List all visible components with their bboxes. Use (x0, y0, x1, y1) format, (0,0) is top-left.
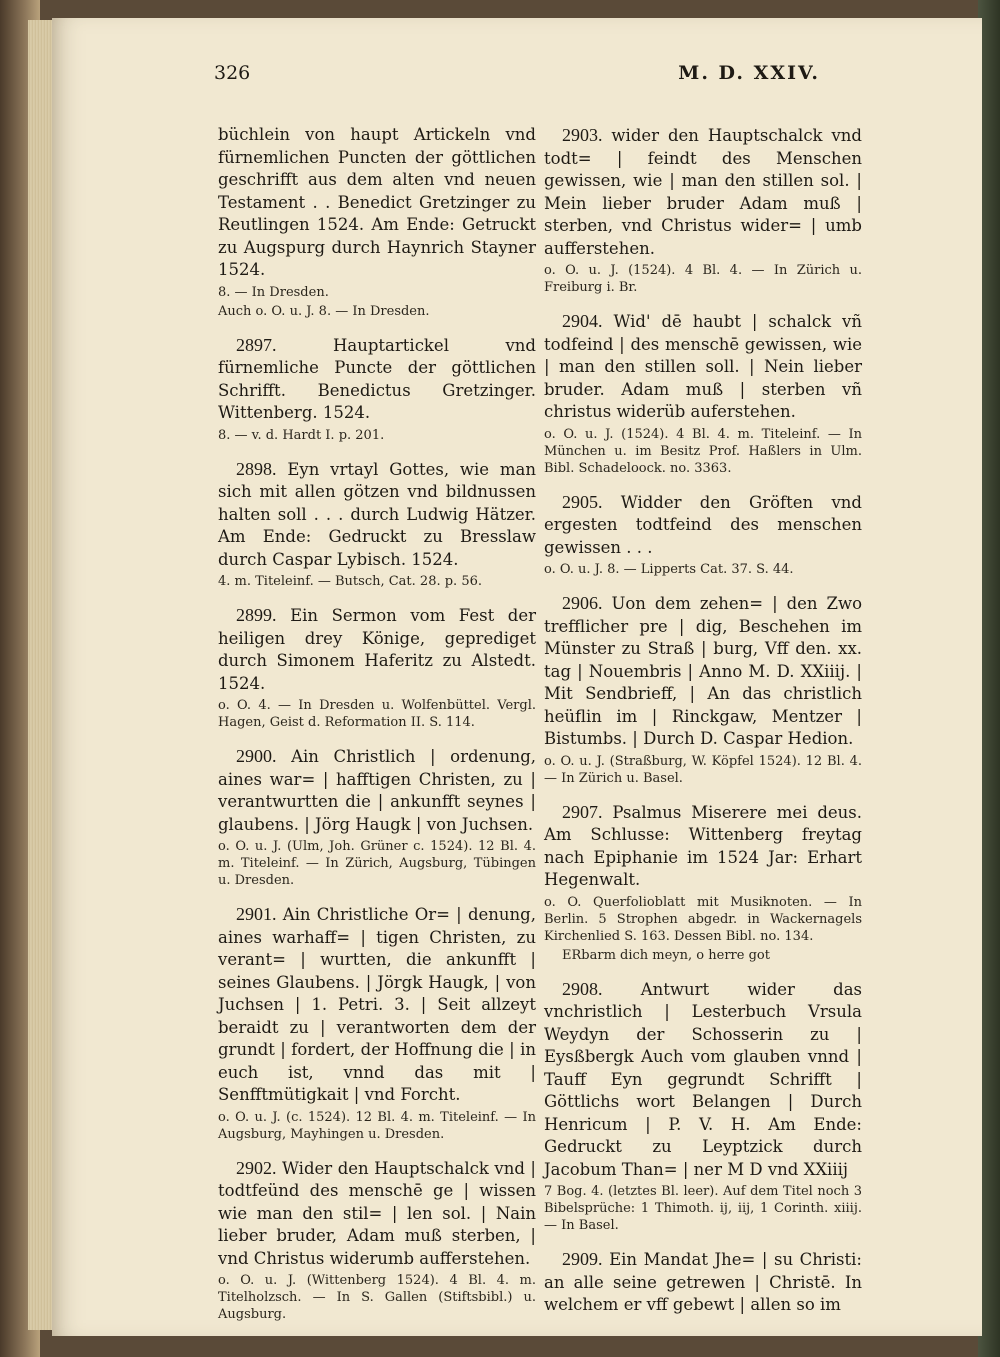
entry-number: 2899. (236, 605, 277, 625)
entry-body (544, 491, 862, 560)
entry-note: o. O. u. J. (Wittenberg 1524). 4 Bl. 4. m. Titelholzsch. — In S. Gallen (Stiftsbibl.) u. Augsburg. (218, 1273, 536, 1322)
entry-text: Eyn vrtayl Gottes, wie man sich mit allen götzen vnd bildnussen halten soll . . . durch Ludwig Hätzer. Am Ende: Gedruckt zu Bresslaw durch Caspar Lybisch. 1524. (218, 459, 536, 569)
entry-text: wider den Hauptschalck vnd todt= | feindt des Menschen gewissen, wie | man den stillen sol. | Mein lieber bruder Adam muß | sterben, vnd Christus wider= | umb aufferstehen. (544, 126, 862, 258)
entry-text: Psalmus Miserere mei deus. Am Schlusse: Wittenberg freytag nach Epiphanie im 1524 Jar: Erhart Hegenwalt. (544, 802, 863, 889)
entry-2905 (544, 491, 862, 579)
entry-body: büchlein von haupt Artickeln vnd fürnemlichen Puncten der göttlichen geschrifft aus dem alten vnd neuen Testament . . Benedict Gretzinger zu Reutlingen 1524. Am Ende: Getruckt zu Augspurg durch Haynrich Stayner 1524. (218, 125, 536, 279)
entry-note: o. O. u. J. (1524). 4 Bl. 4. — In Zürich u. Freiburg i. Br. (544, 263, 862, 295)
entry-note: o. O. u. J. (Ulm, Joh. Grüner c. 1524). 12 Bl. 4. m. Titeleinf. — In Zürich, Augsburg, Tübingen u. Dresden. (218, 839, 536, 888)
entry-text: Wider den Hauptschalck vnd | todtfeünd des menschē ge | wissen wie man den stil= | len sol. | Nain lieber bruder, Adam muß sterben, | vnd Christus widerumb aufferstehen. (218, 1158, 536, 1268)
entry-number: 2901. (236, 904, 277, 924)
entry-note: o. O. u. J. (c. 1524). 12 Bl. 4. m. Titeleinf. — In Augsburg, Mayhingen u. Dresden. (218, 1109, 536, 1142)
entry-body (218, 604, 536, 695)
entry-note: 7 Bog. 4. (letztes Bl. leer). Auf dem Titel noch 3 Bibelsprüche: 1 Thimoth. ij, iij, 1 Corinth. xiiij. — In Basel. (544, 1184, 862, 1233)
entry-body (218, 458, 536, 572)
entry-body (544, 310, 862, 424)
entry-2903 (544, 124, 862, 296)
entry-number: 2897. (236, 334, 277, 355)
entry-text: Ein Mandat Jhe= | su Christi: an alle seine getrewen | Christē. In welchem er vff gebewt | allen so im (544, 1250, 862, 1314)
entry-note: 4. m. Titeleinf. — Butsch, Cat. 28. p. 56. (218, 574, 482, 589)
entry-2907 (544, 801, 862, 964)
entry-text: Ain Christlich | ordenung, aines war= | hafftigen Christen, zu | verantwurtten die | ankunfft seynes | glaubens. | Jörg Haugk | von Juchsen. (218, 747, 536, 834)
entry-body (544, 801, 862, 892)
entry-body (218, 745, 536, 836)
entry-text: Hauptartickel vnd fürnemliche Puncte der göttlichen Schrifft. Benedictus Gretzinger. Wittenberg. 1524. (218, 335, 536, 422)
entry-number: 2908. (562, 978, 603, 999)
left-column (218, 124, 536, 1337)
entry-body (544, 1248, 862, 1317)
entry-number: 2904. (562, 311, 603, 331)
entry-text: Ein Sermon vom Fest der heiligen drey Könige, geprediget durch Simonem Haferitz zu Alstedt. 1524. (218, 606, 536, 693)
entry-body (218, 903, 536, 1107)
entry-note: o. O. Querfolioblatt mit Musiknoten. — In Berlin. 5 Strophen abgedr. in Wackernagels Kirchenlied S. 163. Dessen Bibl. no. 134. (544, 894, 862, 944)
entry-2902 (218, 1157, 536, 1324)
entry-2901 (218, 903, 536, 1143)
entry-number: 2898. (236, 458, 277, 479)
entry-note: 8. — In Dresden. (218, 284, 329, 300)
entry-note: 8. — v. d. Hardt I. p. 201. (218, 427, 385, 443)
entry-number: 2905. (562, 491, 603, 512)
entry-number: 2906. (562, 593, 603, 613)
entry-body (544, 124, 862, 260)
entry-number: 2907. (562, 801, 603, 822)
entry-body (544, 978, 862, 1182)
entry-number: 2902. (236, 1157, 277, 1178)
entry-body (544, 592, 862, 751)
entry-note: o. O. u. J. (Straßburg, W. Köpfel 1524). 12 Bl. 4. — In Zürich u. Basel. (544, 753, 862, 786)
entry-text: Wid' dē haubt | schalck vñ todfeind | des menschē gewissen, wie | man den stillen soll. | Nein lieber bruder. Adam muß | sterben vñ christus widerüb auferstehen. (544, 312, 863, 421)
entry-text: Ain Christliche Or= | denung, aines warhaff= | tigen Christen, zu verant= | wurtten, die ankunfft | seines Glaubens. | Jörgk Haugk, | von Juchsen | 1. Petri. 3. | Seit allzeyt beraidt zu | verantworten dem der grundt | fordert, der Hoffnung die | in euch ist, vnnd das mit | Senfftmütigkait | vnd Forcht. (218, 905, 536, 1104)
running-head (214, 62, 820, 92)
entry-2909 (544, 1248, 862, 1317)
entry-note: Auch o. O. u. J. 8. — In Dresden. (218, 303, 430, 319)
entry-2904 (544, 310, 862, 477)
entry-text: Uon dem zehen= | den Zwo trefflicher pre | dig, Beschehen im Münster zu Straß | burg, Vff den. xx. tag | Nouembris | Anno M. D. XXiiij. | Mit Sendbrieff, | An das christlich heüflin im | Rinckgaw, Mentzer | Bistumbs. | Durch D. Caspar Hedion. (544, 594, 863, 748)
entry-text: Antwurt wider das vnchristlich | Lesterbuch Vrsula Weydyn der Schosserin zu | Eysßbergk Auch vom glauben vnnd | Tauff Eyn gegrundt Schrifft | Göttlichs wort Belangen | Durch Henricum | P. V. H. Am Ende: Gedruckt zu Leyptzick durch Jacobum Than= | ner M D vnd XXiiij (544, 979, 863, 1179)
entry-body (218, 1157, 536, 1271)
entry-number: 2903. (562, 125, 603, 145)
entry-note: o. O. u. J. 8. — Lipperts Cat. 37. S. 44. (544, 562, 794, 577)
entry-body (218, 334, 536, 425)
running-title: M. D. XXIV. (678, 62, 820, 84)
entry-number: 2900. (236, 746, 277, 766)
entry-text: Widder den Gröften vnd ergesten todtfeind des menschen gewissen . . . (544, 492, 862, 557)
entry-number: 2909. (562, 1249, 603, 1269)
entry-2900 (218, 745, 536, 889)
entry-continuation (218, 124, 536, 320)
entry-note: o. O. 4. — In Dresden u. Wolfenbüttel. Vergl. Hagen, Geist d. Reformation II. S. 114. (218, 698, 536, 730)
entry-2898 (218, 458, 536, 591)
entry-note: o. O. u. J. (1524). 4 Bl. 4. m. Titeleinf. — In München u. im Besitz Prof. Haßlers in Ulm. Bibl. Schadeloock. no. 3363. (544, 426, 862, 476)
page-number: 326 (214, 62, 251, 84)
entry-2897 (218, 334, 536, 444)
entry-incipit: ERbarm dich meyn, o herre got (562, 947, 770, 963)
entry-2908 (544, 978, 862, 1235)
entry-2899 (218, 604, 536, 731)
right-column (544, 124, 862, 1331)
entry-2906 (544, 592, 862, 787)
